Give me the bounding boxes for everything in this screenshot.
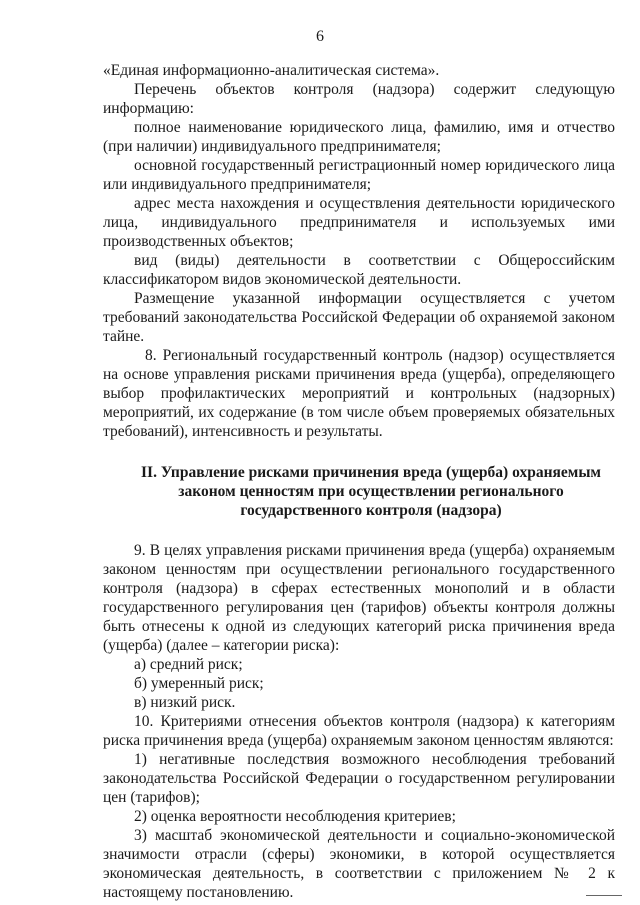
page-number: 6 <box>316 28 324 45</box>
paragraph: полное наименование юридического лица, фамилию, имя и отчество (при наличии) индивидуального предпринимателя; <box>103 119 615 155</box>
paragraph: адрес места нахождения и осуществления деятельности юридического лица, индивидуального предпринимателя и используемых ими производственных объектов; <box>103 195 615 250</box>
section-heading <box>103 463 615 520</box>
paragraph: 10. Критериями отнесения объектов контроля (надзора) к категориям риска причинения вреда (ущерба) охраняемым законом ценностям являются: <box>103 713 615 749</box>
section-heading-line: законом ценностям при осуществлении регионального <box>178 483 564 500</box>
paragraph: 1) негативные последствия возможного несоблюдения требований законодательства Российской Федерации о государственном регулировании цен (тарифов); <box>103 751 615 806</box>
paragraph: 8. Региональный государственный контроль (надзор) осуществляется на основе управления рисками причинения вреда (ущерба), определяющего выбор профилактических мероприятий и контрольных (надзорных) мероприятий, их содержание (в том числе объем проверяемых обязательных требований), интенсивность и результаты. <box>103 347 615 440</box>
section-heading-line: государственного контроля (надзора) <box>240 502 502 519</box>
section-heading-line: II. Управление рисками причинения вреда (ущерба) охраняемым <box>141 464 601 481</box>
paragraph: 3) масштаб экономической деятельности и социально-экономической значимости отрасли (сферы) экономики, в которой осуществляется экономическая деятельность, в соответствии с приложением № 2 к настоящему постановлению. <box>103 827 615 901</box>
paragraph: Размещение указанной информации осуществляется с учетом требований законодательства Российской Федерации об охраняемой законом тайне. <box>103 290 615 345</box>
paragraph: вид (виды) деятельности в соответствии с Общероссийским классификатором видов экономической деятельности. <box>103 252 615 288</box>
paragraph: «Единая информационно-аналитическая система». <box>103 62 440 79</box>
paragraph: Перечень объектов контроля (надзора) содержит следующую информацию: <box>103 81 615 117</box>
list-item: в) низкий риск. <box>134 694 236 711</box>
footer-divider <box>586 895 622 896</box>
paragraph: 2) оценка вероятности несоблюдения критериев; <box>134 808 456 825</box>
list-item: б) умеренный риск; <box>134 675 264 692</box>
paragraph: 9. В целях управления рисками причинения вреда (ущерба) охраняемым законом ценностям при осуществлении регионального государственного контроля (надзора) в сферах естественных монополий и в области государственного регулирования цен (тарифов) объекты контроля должны быть отнесены к одной из следующих категорий риска причинения вреда (ущерба) (далее – категории риска): <box>103 542 615 654</box>
paragraph: основной государственный регистрационный номер юридического лица или индивидуального предпринимателя; <box>103 157 615 193</box>
document-body <box>103 61 615 902</box>
list-item: а) средний риск; <box>134 656 243 673</box>
